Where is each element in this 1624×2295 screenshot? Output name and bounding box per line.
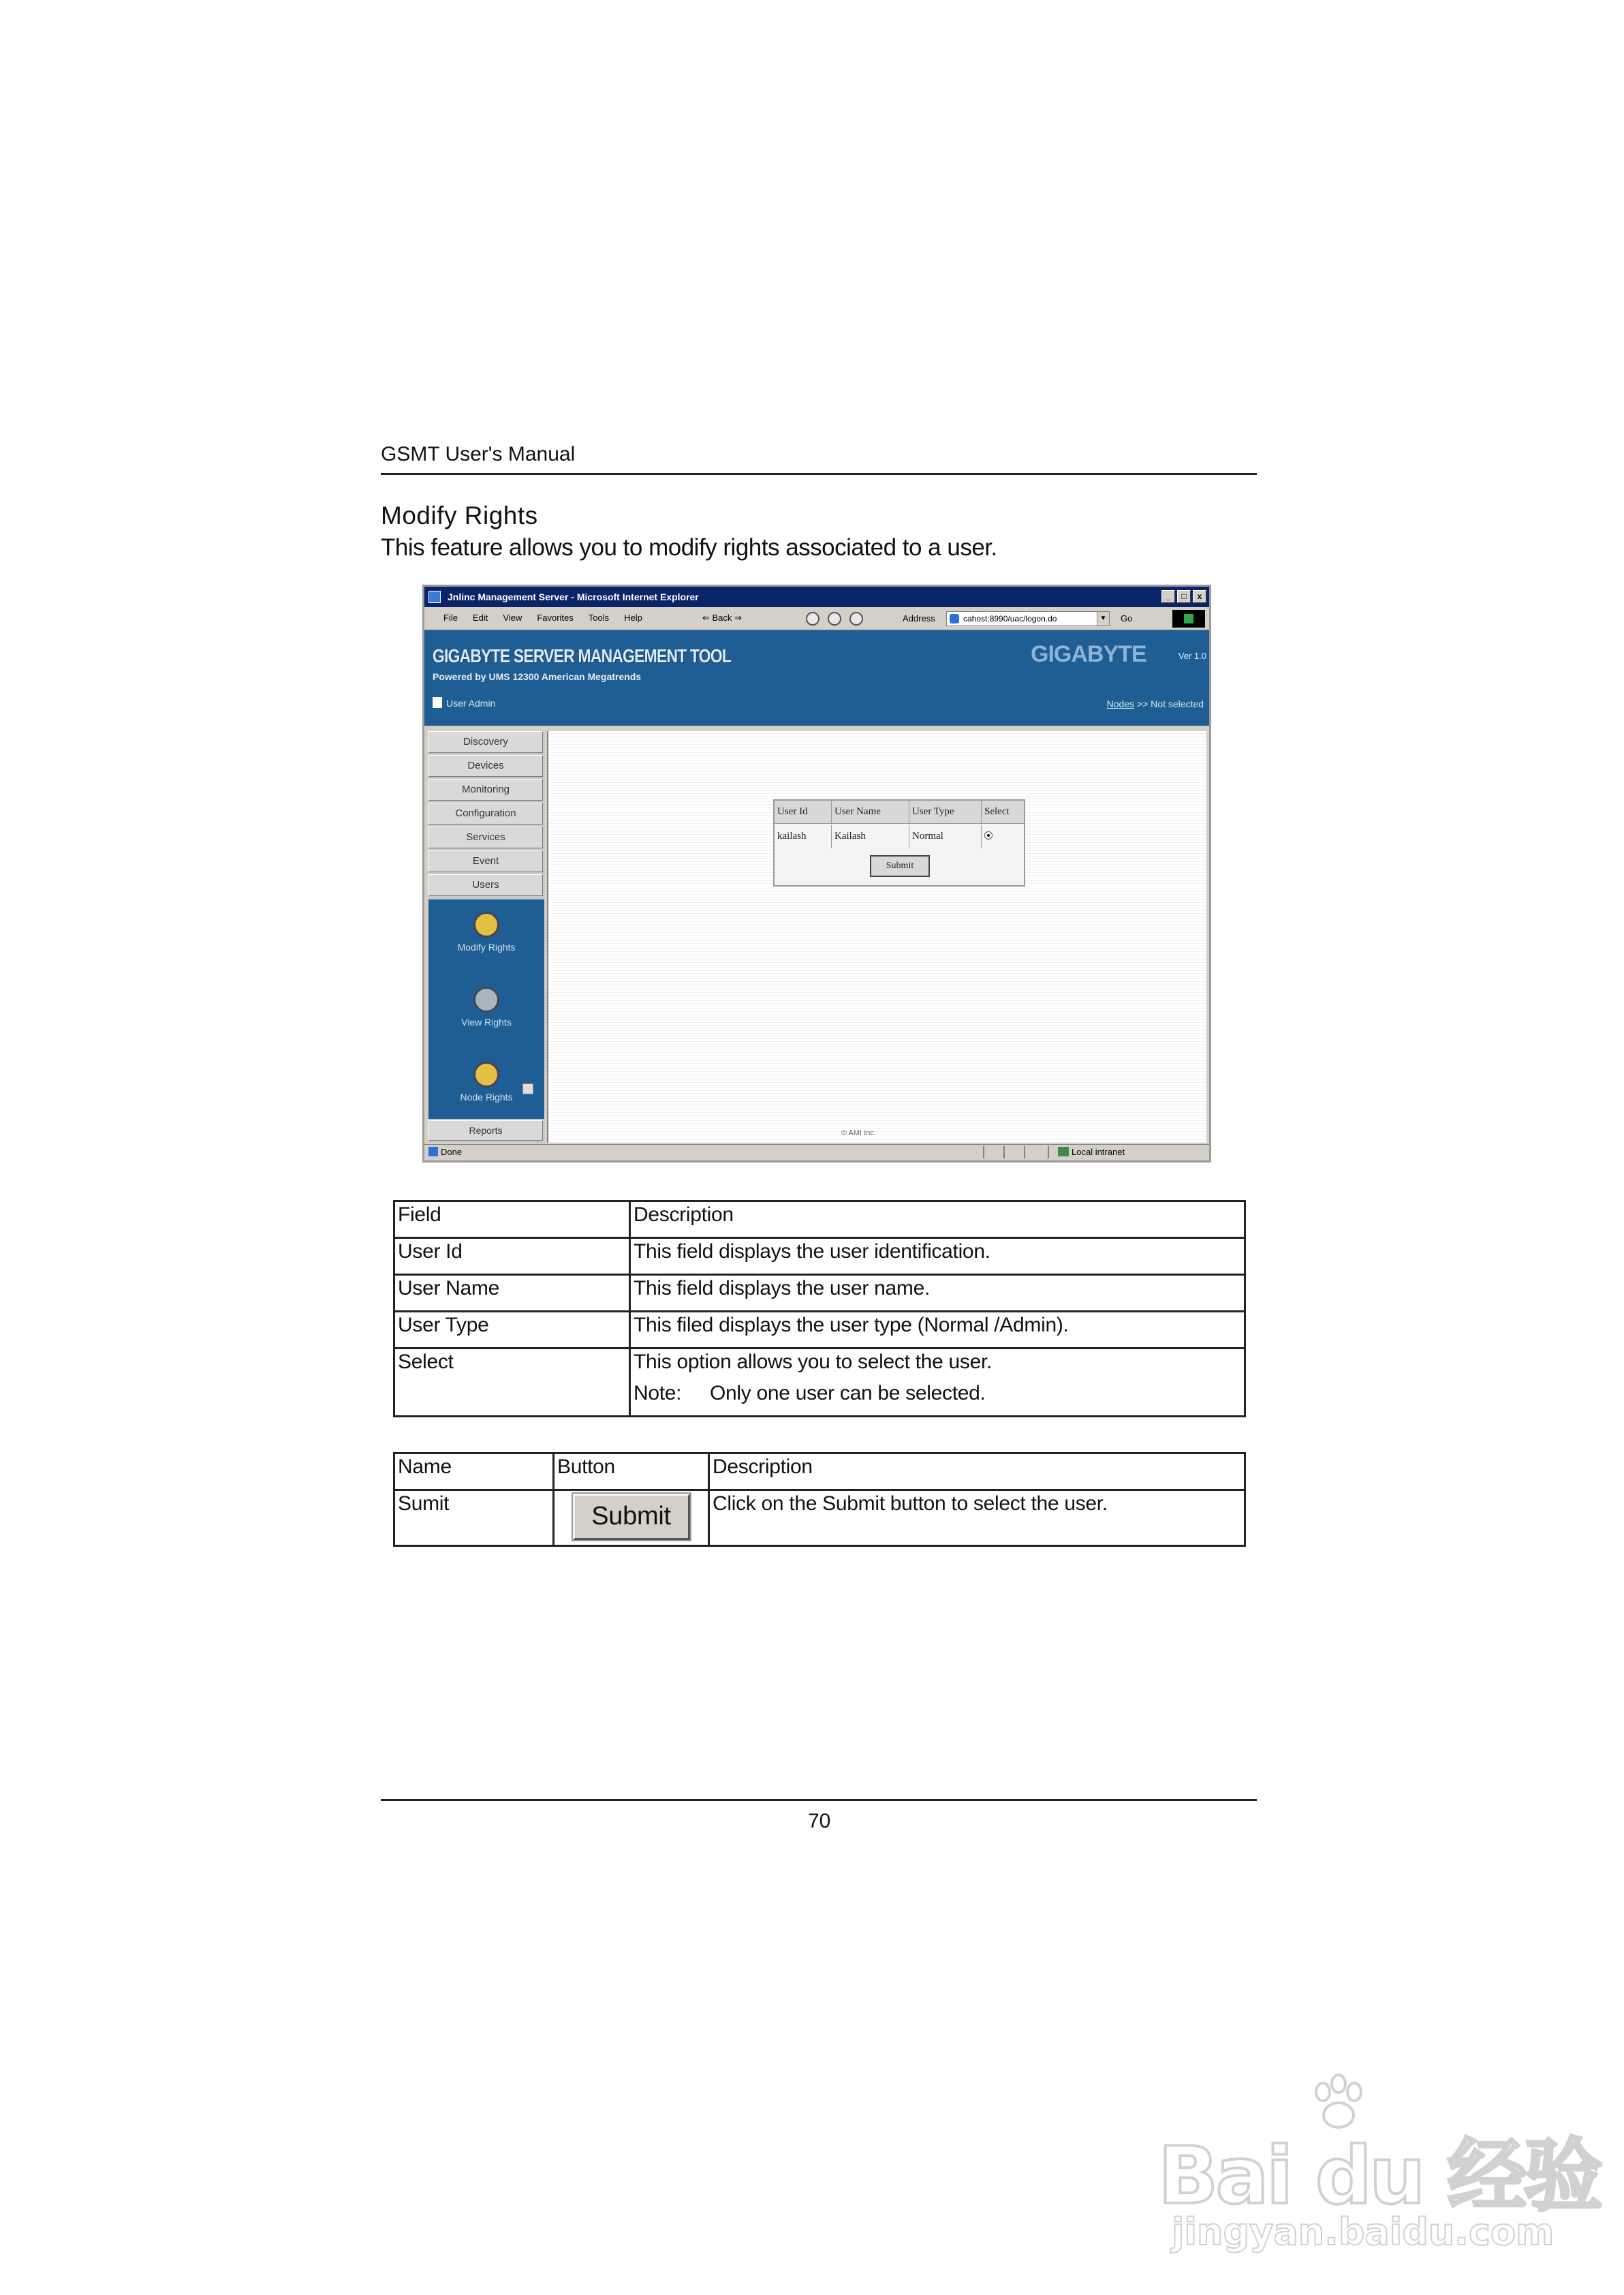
refresh-icon[interactable] <box>828 612 841 626</box>
chevron-down-icon[interactable]: ▼ <box>1097 612 1109 626</box>
status-zone <box>1058 1145 1125 1160</box>
manual-header: GSMT User's Manual <box>381 443 576 465</box>
version-label: Ver 1.0 <box>1178 651 1206 661</box>
table-row <box>775 825 1024 848</box>
app-banner <box>424 630 1209 726</box>
watermark-logo: Bai du 经验 <box>1158 2130 1600 2222</box>
intranet-icon <box>1058 1147 1069 1156</box>
row-field: Select <box>394 1349 630 1417</box>
table-header <box>775 801 1024 824</box>
col-user-type: User Type <box>909 801 982 824</box>
field-description-table <box>393 1200 1246 1417</box>
col-user-name: User Name <box>832 801 909 824</box>
nav-monitoring[interactable]: Monitoring <box>428 779 543 801</box>
nav-discovery[interactable]: Discovery <box>428 731 543 753</box>
keys-icon <box>473 1062 499 1088</box>
page-number: 70 <box>808 1810 831 1832</box>
watermark <box>1158 2071 1600 2276</box>
nodes-link[interactable]: Nodes <box>1106 698 1135 709</box>
browser-menubar <box>424 607 1209 630</box>
table-row <box>394 1275 1245 1312</box>
content-pane <box>547 731 1206 1143</box>
header-field: Field <box>394 1201 630 1238</box>
menu-favorites[interactable]: Favorites <box>537 613 574 623</box>
status-divider <box>1003 1146 1005 1158</box>
cell-user-id: kailash <box>775 825 832 848</box>
node-status: >> Not selected <box>1136 698 1204 709</box>
status-divider <box>983 1146 984 1158</box>
users-subnav <box>428 899 544 1119</box>
menu-view[interactable]: View <box>503 613 522 623</box>
scroll-down-icon[interactable] <box>522 1083 533 1094</box>
back-button[interactable]: ⇐ Back ⇒ <box>702 613 742 623</box>
nav-view-rights[interactable] <box>428 987 544 1028</box>
col-select: Select <box>982 801 1024 824</box>
status-divider <box>1048 1146 1049 1158</box>
note-label: Note: <box>634 1382 682 1404</box>
menu-edit[interactable]: Edit <box>472 613 488 623</box>
row-description: Click on the Submit button to select the user. <box>709 1490 1245 1546</box>
nav-devices[interactable]: Devices <box>428 755 543 777</box>
note <box>634 1382 1241 1405</box>
nav-configuration[interactable]: Configuration <box>428 803 543 825</box>
go-button[interactable]: Go <box>1121 613 1133 623</box>
table-header-row <box>394 1453 1245 1490</box>
header-divider <box>381 473 1257 475</box>
row-description: This field displays the user name. <box>630 1275 1245 1312</box>
row-field: User Type <box>394 1312 630 1349</box>
header-description: Description <box>630 1201 1245 1238</box>
current-user <box>433 697 495 709</box>
button-description-table <box>393 1452 1246 1547</box>
windows-logo-icon <box>1172 610 1205 628</box>
page-done-icon <box>428 1147 438 1156</box>
table-row <box>394 1490 1245 1546</box>
footer-divider <box>381 1799 1257 1801</box>
minimize-icon[interactable]: _ <box>1161 590 1175 603</box>
table-row <box>394 1349 1245 1417</box>
address-field[interactable] <box>946 611 1110 626</box>
page-icon <box>950 614 959 623</box>
keys-icon <box>473 912 499 938</box>
section-title: Modify Rights <box>381 502 538 529</box>
current-user-label: User Admin <box>446 698 496 709</box>
window-controls <box>1161 590 1206 603</box>
sidebar-nav <box>428 731 544 1143</box>
maximize-icon[interactable]: □ <box>1177 590 1191 603</box>
nav-node-rights[interactable] <box>428 1062 544 1103</box>
row-button <box>554 1490 709 1546</box>
browser-screenshot <box>422 585 1211 1162</box>
window-titlebar <box>424 587 1209 607</box>
section-intro: This feature allows you to modify rights associated to a user. <box>381 534 997 561</box>
nav-modify-rights[interactable] <box>428 912 544 953</box>
app-name: GIGABYTE SERVER MANAGEMENT TOOL <box>433 645 732 666</box>
status-zone-label: Local intranet <box>1072 1147 1125 1157</box>
status-divider <box>1024 1146 1025 1158</box>
nav-users[interactable]: Users <box>428 874 543 896</box>
brand-logo: GIGABYTE <box>1031 641 1146 667</box>
menu-tools[interactable]: Tools <box>588 613 610 623</box>
node-selection <box>1107 698 1204 709</box>
nav-node-rights-label: Node Rights <box>460 1092 513 1103</box>
home-icon[interactable] <box>849 612 863 626</box>
window-title: Jnlinc Management Server - Microsoft Internet Explorer <box>448 591 699 602</box>
cell-user-name: Kailash <box>832 825 909 848</box>
status-bar <box>424 1144 1209 1160</box>
col-user-id: User Id <box>775 801 832 824</box>
nav-event[interactable]: Event <box>428 850 543 872</box>
table-row <box>394 1312 1245 1349</box>
nav-view-rights-label: View Rights <box>461 1017 512 1028</box>
menu-help[interactable]: Help <box>624 613 642 623</box>
cell-user-type: Normal <box>909 825 982 848</box>
status-done <box>428 1145 462 1160</box>
row-field: User Name <box>394 1275 630 1312</box>
note-text: Only one user can be selected. <box>710 1382 986 1404</box>
row-description-text: This option allows you to select the user. <box>634 1351 993 1373</box>
submit-button-image: Submit <box>573 1494 690 1540</box>
row-name: Sumit <box>394 1490 554 1546</box>
status-done-label: Done <box>441 1147 463 1157</box>
page-footer-text: © AMI Inc. <box>841 1129 876 1137</box>
select-radio[interactable] <box>984 831 993 840</box>
row-description: This filed displays the user type (Normal /Admin). <box>630 1312 1245 1349</box>
header-name: Name <box>394 1453 554 1490</box>
row-field: User Id <box>394 1238 630 1275</box>
row-description: This field displays the user identification. <box>630 1238 1245 1275</box>
row-description <box>630 1349 1245 1417</box>
nav-services[interactable]: Services <box>428 827 543 848</box>
cell-select <box>982 825 1024 848</box>
table-row <box>394 1238 1245 1275</box>
header-description: Description <box>709 1453 1245 1490</box>
watermark-url: jingyan.baidu.com <box>1172 2211 1555 2253</box>
menu-file[interactable]: File <box>443 613 458 623</box>
monitor-icon <box>473 987 499 1013</box>
header-button: Button <box>554 1453 709 1490</box>
user-rights-table <box>773 799 1025 887</box>
table-header-row <box>394 1201 1245 1238</box>
user-icon <box>433 697 442 708</box>
nav-reports[interactable]: Reports <box>428 1120 543 1141</box>
close-icon[interactable]: x <box>1193 590 1206 603</box>
address-label: Address <box>903 613 935 623</box>
address-value: cahost:8990/uac/logon.do <box>963 614 1057 623</box>
stop-icon[interactable] <box>806 612 819 626</box>
nav-modify-rights-label: Modify Rights <box>457 942 516 953</box>
submit-button[interactable]: Submit <box>870 855 930 877</box>
ie-window-icon <box>428 591 441 603</box>
powered-by: Powered by UMS 12300 American Megatrends <box>433 671 642 682</box>
